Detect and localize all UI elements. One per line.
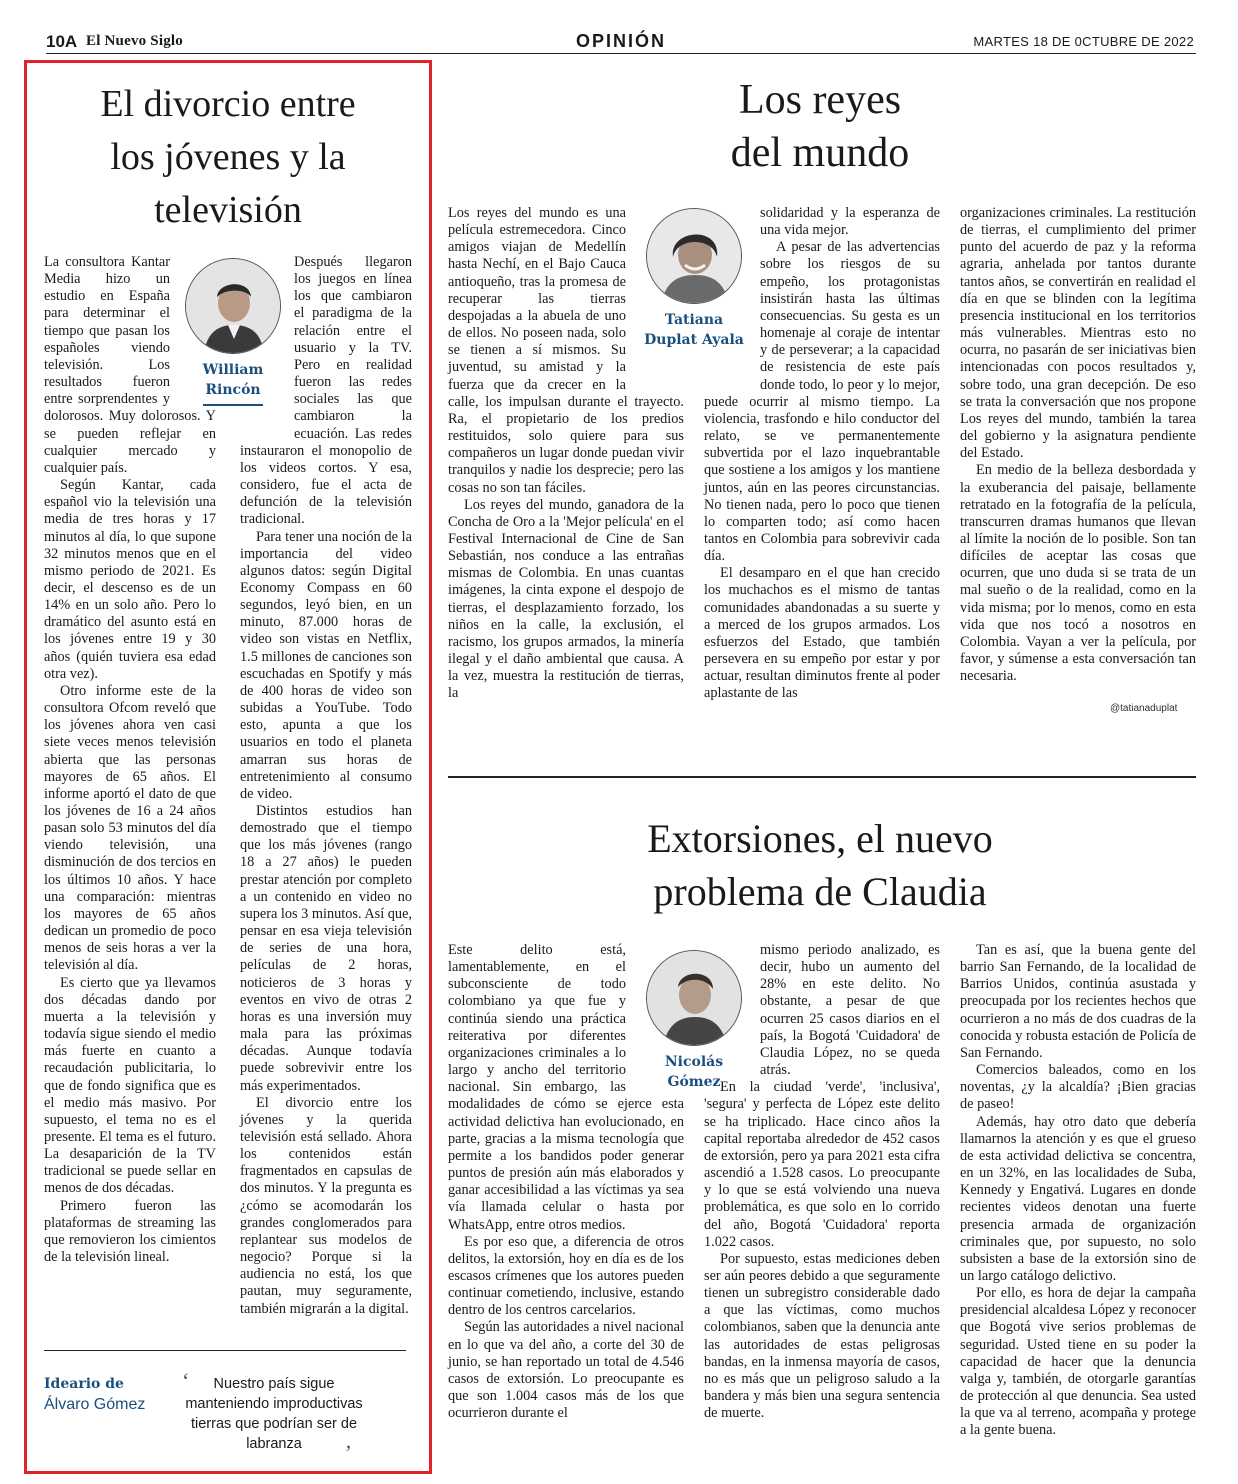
article2-column-3 [960, 205, 1196, 685]
paragraph: Este delito está, lamentablemente, en el subconsciente de todo colombiano ya que fue y continúa siendo una práctica reiterativa por diferentes organizaciones criminales a lo largo y ancho del territorio nacional. Sin embargo, las modalidades de cómo se ejerce esta actividad delictiva han evolucionado, en parte, gracias a la misma tecnología que permite a los bandidos poder generar puntos de presión aún más elaborados y ganar accesibilidad a las víctimas ya sea vía llamada celular o hasta por WhatsApp, entre otros medios. [448, 942, 684, 1233]
author-name-line2: Duplat Ayala [644, 332, 744, 348]
close-quote-icon: ’ [344, 1440, 352, 1465]
paragraph: En la ciudad 'verde', 'inclusiva', 'segura' y perfecta de López este delito se ha triplicado. Hace cinco años la capital reportaba alrededor de 452 casos de extorsión, pero ya para 2021 esta cifra ascendió a 1.528 casos. Lo preocupante y lo que se está volviendo una nueva problemática, es que solo en lo corrido del año, Bogotá 'Cuidadora' reporta 1.022 casos. [704, 1079, 940, 1250]
article3-column-2 [704, 942, 940, 1422]
ideario-label: Ideario de [44, 1376, 124, 1392]
article2-title-line: del mundo [730, 130, 910, 176]
author-handle: @tatianaduplat [1110, 703, 1178, 714]
paragraph: El divorcio entre los jóvenes y la querida televisión está sellado. Ahora los contenidos están fragmentados en capsulas de dos minutos. Y la pregunta es ¿cómo se acomodarán los grandes conglomerados para replantear sus modelos de negocio? Porque si la audiencia no está, los que pautan, muy seguramente, también migrarán a la digital. [240, 1094, 412, 1317]
paragraph: Es cierto que ya llevamos dos décadas dando por muerta a la televisión y todavía sigue siendo el medio más fuerte en cuanto a recaudación publicitaria, lo que de fondo significa que es el medio más masivo. Por supuesto, el tema no es el presente. El tema es el futuro. La desaparición de la TV tradicional se puede sellar en menos de dos décadas. [44, 974, 216, 1197]
author-name-line2: Rincón [205, 382, 261, 398]
section-title: OPINIÓN [576, 31, 667, 51]
open-quote-icon: ‘ [182, 1368, 190, 1393]
paragraph: Por supuesto, estas mediciones deben ser aún peores debido a que seguramente tienen un subregistro considerable dado a que las víctimas, como muchos colombianos, saben que la denuncia ante las autoridades de estas peligrosas bandas, en la inmensa mayoría de casos, no es más que un peligroso saludo a la bandera y más bien una segura sentencia de muerte. [704, 1250, 940, 1422]
article-divider [448, 776, 1196, 778]
issue-date: MARTES 18 DE 0CTUBRE DE 2022 [973, 34, 1194, 49]
paragraph: Después llegaron los juegos en línea los que cambiaron el paradigma de la relación entre el usuario y la TV. Pero en realidad fueron las redes sociales las que cambiaron la ecuación. Las redes instauraron el monopolio de los videos cortos. Y esa, considero, fue el acta de defunción de la televisión tradicional. [240, 254, 412, 528]
paragraph: La consultora Kantar Media hizo un estudio en España para determinar el tiempo que pasan los españoles viendo televisión. Los resultados fueron entre sorprendentes y dolorosos. Muy dolorosos. Y se pueden reflejar en cualquier mercado y cualquier país. [44, 254, 216, 476]
paragraph: Distintos estudios han demostrado que el tiempo que los más jóvenes (rango 18 a 27 años) le pueden prestar atención por completo a un contenido en video no supera los 3 minutos. Así que, pensar en esa vieja televisión de series de una hora, películas de 2 horas, noticieros de 3 horas y eventos en vivo de otras 2 horas es una inversión muy mala para las próximas décadas. Aunque todavía puede sobrevivir entre los más experimentados. [240, 803, 412, 1094]
article3-title [560, 812, 1080, 918]
article3-column-1 [448, 942, 684, 1422]
paragraph: Los reyes del mundo es una película estremecedora. Cinco amigos viajan de Medellín hasta Nechí, en el Bajo Cauca antioqueño, tras la promesa de recuperar las tierras despojadas a la abuela de uno de ellos. No poseen nada, solo se tienen a sí mismos. Su juventud, su amistad y la fuerza que da crecer en la calle, los impulsan durante el trayecto. Ra, el propietario de los predios restituidos, solo quiere para sus compañeros un lugar donde puedan vivir tranquilos y nadie los desprecie; pero las cosas no son tan fáciles. [448, 205, 684, 496]
masthead: El Nuevo Siglo [86, 33, 183, 49]
paragraph: Primero fueron las plataformas de streaming las que removieron los cimientos de la televisión lineal. [44, 1197, 216, 1266]
paragraph: solidaridad y la esperanza de una vida mejor. [760, 205, 940, 239]
article1-column-2 [240, 254, 412, 1318]
article3-column-3 [960, 942, 1196, 1440]
article1-title-line: El divorcio entre [100, 83, 356, 125]
article2-title-line: Los reyes [738, 77, 902, 123]
paragraph: Es por eso que, a diferencia de otros delitos, la extorsión, hoy en día es de los escasos crímenes que los autores pueden continuar cometiendo, inclusive, estando dentro de los centros carcelarios. [448, 1233, 684, 1319]
column-separator [44, 1350, 406, 1351]
paragraph: Según las autoridades a nivel nacional en lo que va del año, a corte del 30 de junio, se han reportado un total de 4.546 casos de extorsión. Lo preocupante es que son 1.004 casos más de los que ocurrieron durante el [448, 1319, 684, 1422]
paragraph: En medio de la belleza desbordada y la exuberancia del paisaje, bellamente retratado en la fotografía de la película, transcurren dramas humanos que llevan al límite la noción de lo posible. Son tan difíciles de aceptar las cosas que ocurren, que uno duda si se trata de un mal sueño o de la realidad, como en la vida misma; por lo menos, como en esta vida que nos tocó a nosotros en Colombia. Vayan a ver la película, por favor, y súmense a esta conversación tan necesaria. [960, 462, 1196, 685]
article1-column-1 [44, 254, 216, 1266]
quote-text: Nuestro país sigue manteniendo improductivas tierras que podrían ser de labranza [185, 1376, 363, 1452]
page-number: 10A [46, 32, 78, 51]
paragraph: organizaciones criminales. La restitución de tierras, el cumplimiento del primer punto del acuerdo de paz y la reforma agraria, anhelada por tantos durante tantos años, se convertirán en realidad el día en que se blinden con la legítima presencia institucional en los territorios más vulnerables. Mientras esto no ocurra, no pasarán de ser iniciativas bien intencionadas con pocos resultados y, sobre todo, una gran decepción. De eso se trata la conversación que nos propone Los reyes del mundo, también la tarea del gobierno y la asignatura pendiente del Estado. [960, 205, 1196, 462]
article3-title-line: Extorsiones, el nuevo [647, 816, 993, 861]
page-header [46, 30, 1196, 54]
author-name-line1: William [202, 362, 264, 378]
article1-title [36, 78, 420, 237]
article1-title-line: los jóvenes y la [110, 136, 346, 178]
article2-title [640, 74, 1000, 180]
author-name-line1: Nicolás [664, 1054, 724, 1070]
paragraph: El desamparo en el que han crecido los muchachos es el mismo de tantas comunidades abandonadas a su suerte y a merced de los grupos armados. Los esfuerzos del Estado, que también persevera en su empeño por estar y por actuar, resultan diminutos frente al poder aplastante de las [704, 565, 940, 702]
article3-title-line: problema de Claudia [653, 869, 987, 914]
author-name-line2: Gómez [667, 1074, 721, 1090]
paragraph: Por ello, es hora de dejar la campaña presidencial alcaldesa López y reconocer que Bogotá vive serios problemas de seguridad. Usted tiene en su poder la capacidad de hacer que la denuncia valga y, también, de otorgarle garantías de protección al que denuncia. Sea usted la que va al terreno, acompaña y protege a la gente buena. [960, 1285, 1196, 1439]
paragraph: Además, hay otro dato que debería llamarnos la atención y es que el grueso de esta actividad delictiva se concentra, en un 32%, en las localidades de Suba, Kennedy y Engativá. Lugares en donde recientes videos denotan una fuerte presencia armada de organización criminales que, por supuesto, no solo subsisten a base de la extorsión sino de un largo catálogo delictivo. [960, 1113, 1196, 1284]
article2-column-2 [704, 205, 940, 703]
article1-title-line: televisión [154, 189, 302, 231]
article2-column-1 [448, 205, 684, 703]
paragraph: Según Kantar, cada español vio la televisión una media de tres horas y 17 minutos al día, lo que supone 32 minutos menos que en el mismo periodo de 2021. Es decir, el descenso es de un 14% en un solo año. Pero lo dramático del asunto está en los jóvenes entre 19 y 30 años (quién tuviera esa edad otra vez). [44, 477, 216, 682]
paragraph: Los reyes del mundo, ganadora de la Concha de Oro a la 'Mejor película' en el Festival Internacional de Cine de San Sebastián, nos conduce a las entrañas mismas de Colombia. En unas cuantas imágenes, la cinta expone el despojo de tierras, el desplazamiento forzado, los niños en la calle, la exclusión, el racismo, los grupos armados, la minería ilegal y el daño ambiental que causa. A la vez, muestra la restitución de tierras, la [448, 496, 684, 702]
paragraph: mismo periodo analizado, es decir, hubo un aumento del 28% en este delito. No obstante, a pesar de que ocurren 25 casos diarios en el país, la Bogotá 'Cuidadora' de Claudia López, no se queda atrás. [760, 942, 940, 1079]
ideario-signature [44, 1374, 145, 1416]
ideario-quote [176, 1368, 372, 1465]
paragraph: Otro informe este de la consultora Ofcom reveló que los jóvenes ahora ven casi siete veces menos televisión abierta que las personas mayores de 65 años. El informe aportó el dato de que los jóvenes de 16 a 24 años pasan solo 53 minutos del día viendo televisión, una disminución de dos tercios en los últimos 10 años. Y hace una comparación: mientras los mayores de 65 años dedican un promedio de poco menos de seis horas a ver la televisión al día. [44, 682, 216, 974]
paragraph: A pesar de las advertencias sobre los riesgos de su empeño, los protagonistas insistirán hasta las últimas consecuencias. Su gesta es un homenaje al coraje de intentar y de perseverar; a la capacidad de resistencia de este país donde todo, lo peor y lo mejor, puede ocurrir al mismo tiempo. La violencia, trasfondo e hilo conductor del relato, se ve permanentemente subvertida por el lazo inquebrantable que sostiene a los amigos y los mantiene juntos, aún en las peores circunstancias. No tienen nada, pero lo poco que tienen lo comparten todo; así como hacen tantos en Colombia para sobrevivir cada día. [704, 239, 940, 565]
ideario-name: Álvaro Gómez [44, 1396, 146, 1413]
paragraph: Comercios baleados, como en los noventas, ¿y la alcaldía? ¡Bien gracias de paseo! [960, 1062, 1196, 1113]
paragraph: Para tener una noción de la importancia del video algunos datos: según Digital Economy Compass en 60 segundos, leyó bien, en un minuto, 87.000 horas de video son vistas en Netflix, 1.5 millones de canciones son escuchadas en Spotify y más de 400 horas de video son subidas a YouTube. Todo esto, apunta a que los usuarios en todo el planeta amarran sus horas de entretenimiento al consumo de video. [240, 528, 412, 802]
paragraph: Tan es así, que la buena gente del barrio San Fernando, de la localidad de Barrios Unidos, continúa asustada y preocupada por los recientes hechos que ocurrieron a no más de dos cuadras de la conocida y robusta estación de Policía de San Fernando. [960, 942, 1196, 1061]
author-name-line1: Tatiana [664, 312, 724, 328]
